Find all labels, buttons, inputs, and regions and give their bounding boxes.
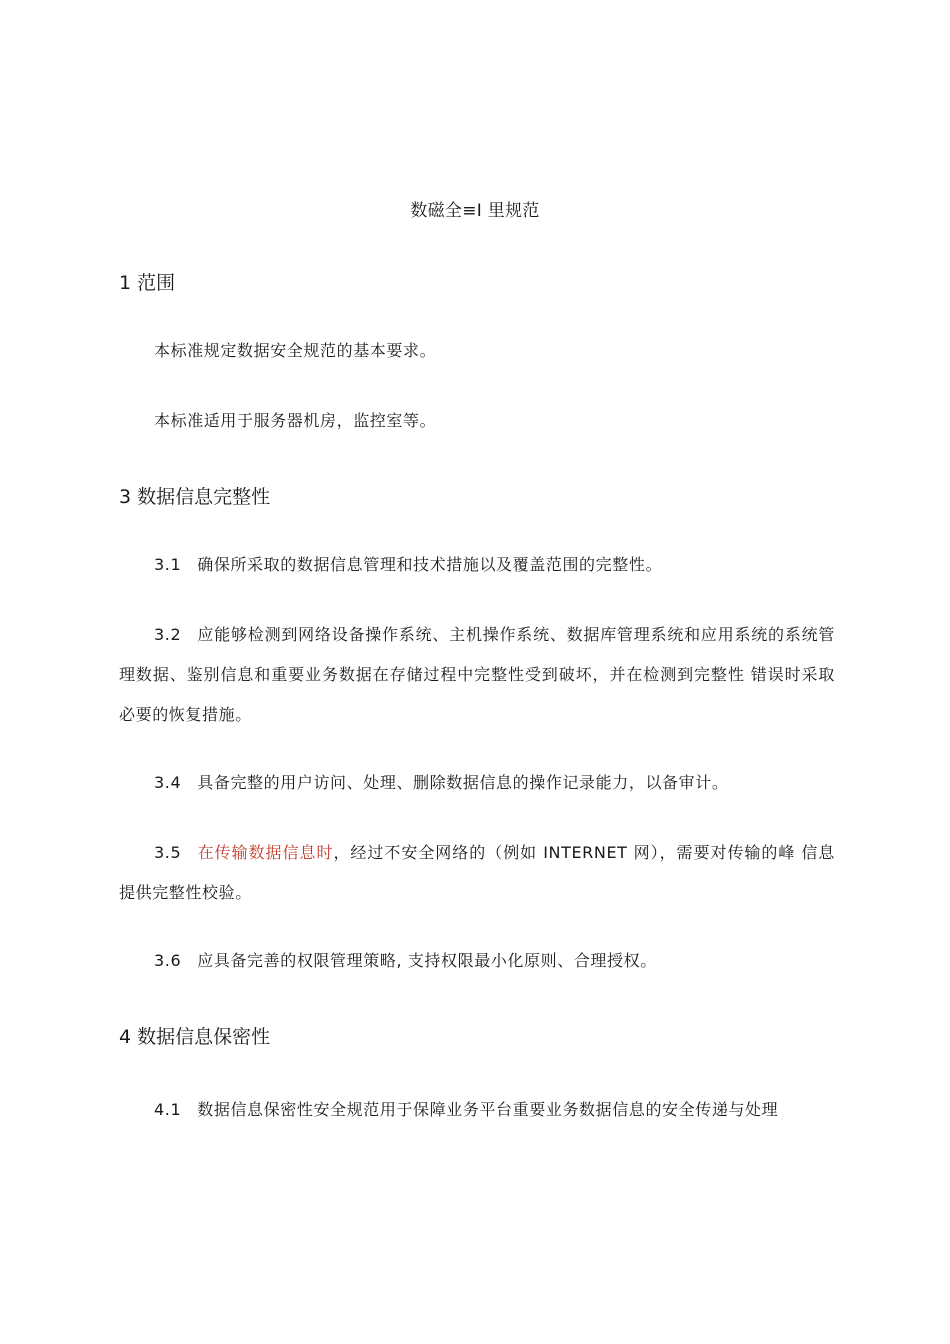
clause-text: 具备完整的用户访问、处理、删除数据信息的操作记录能力，以备审计。: [197, 773, 729, 792]
clause-3-2: [119, 615, 835, 735]
paragraph-text: 本标准适用于服务器机房，监控室等。: [154, 411, 437, 430]
paragraph-scope-2: [119, 401, 835, 441]
clause-number: 3.6: [154, 951, 182, 970]
clause-number: 3.5: [154, 843, 182, 862]
clause-3-6: [119, 941, 835, 981]
clause-3-5: [119, 833, 835, 913]
clause-number: 3.2: [154, 625, 182, 644]
clause-number: 3.4: [154, 773, 182, 792]
section-heading-confidentiality: 4 数据信息保密性: [119, 1026, 271, 1048]
clause-3-1: [119, 545, 835, 585]
clause-text: 应具备完善的权限管理策略, 支持权限最小化原则、合理授权。: [197, 951, 657, 970]
clause-text: 应能够检测到网络设备操作系统、主机操作系统、数据库管理系统和应用系统的系统管理数据、鉴别信息和重要业务数据在存储过程中完整性受到破坏，并在检测到完整性 错误时采取必要的恢复措施。: [119, 625, 835, 724]
clause-4-1: [119, 1090, 835, 1130]
clause-number: 4.1: [154, 1100, 182, 1119]
clause-text: ，经过不安全网络的（例如 INTERNET 网），需要对传输的峰 信息提供完整性校验。: [119, 843, 835, 902]
clause-number: 3.1: [154, 555, 182, 574]
highlighted-text: 在传输数据信息时: [197, 843, 334, 862]
clause-text: 确保所采取的数据信息管理和技术措施以及覆盖范围的完整性。: [197, 555, 663, 574]
clause-3-4: [119, 763, 835, 803]
document-title: 数磁全≡I 里规范: [410, 201, 540, 221]
paragraph-scope-1: [119, 331, 835, 371]
section-heading-integrity: 3 数据信息完整性: [119, 486, 271, 508]
paragraph-text: 本标准规定数据安全规范的基本要求。: [154, 341, 437, 360]
clause-text: 数据信息保密性安全规范用于保障业务平台重要业务数据信息的安全传递与处理: [197, 1100, 779, 1119]
section-heading-scope: 1 范围: [119, 272, 176, 294]
